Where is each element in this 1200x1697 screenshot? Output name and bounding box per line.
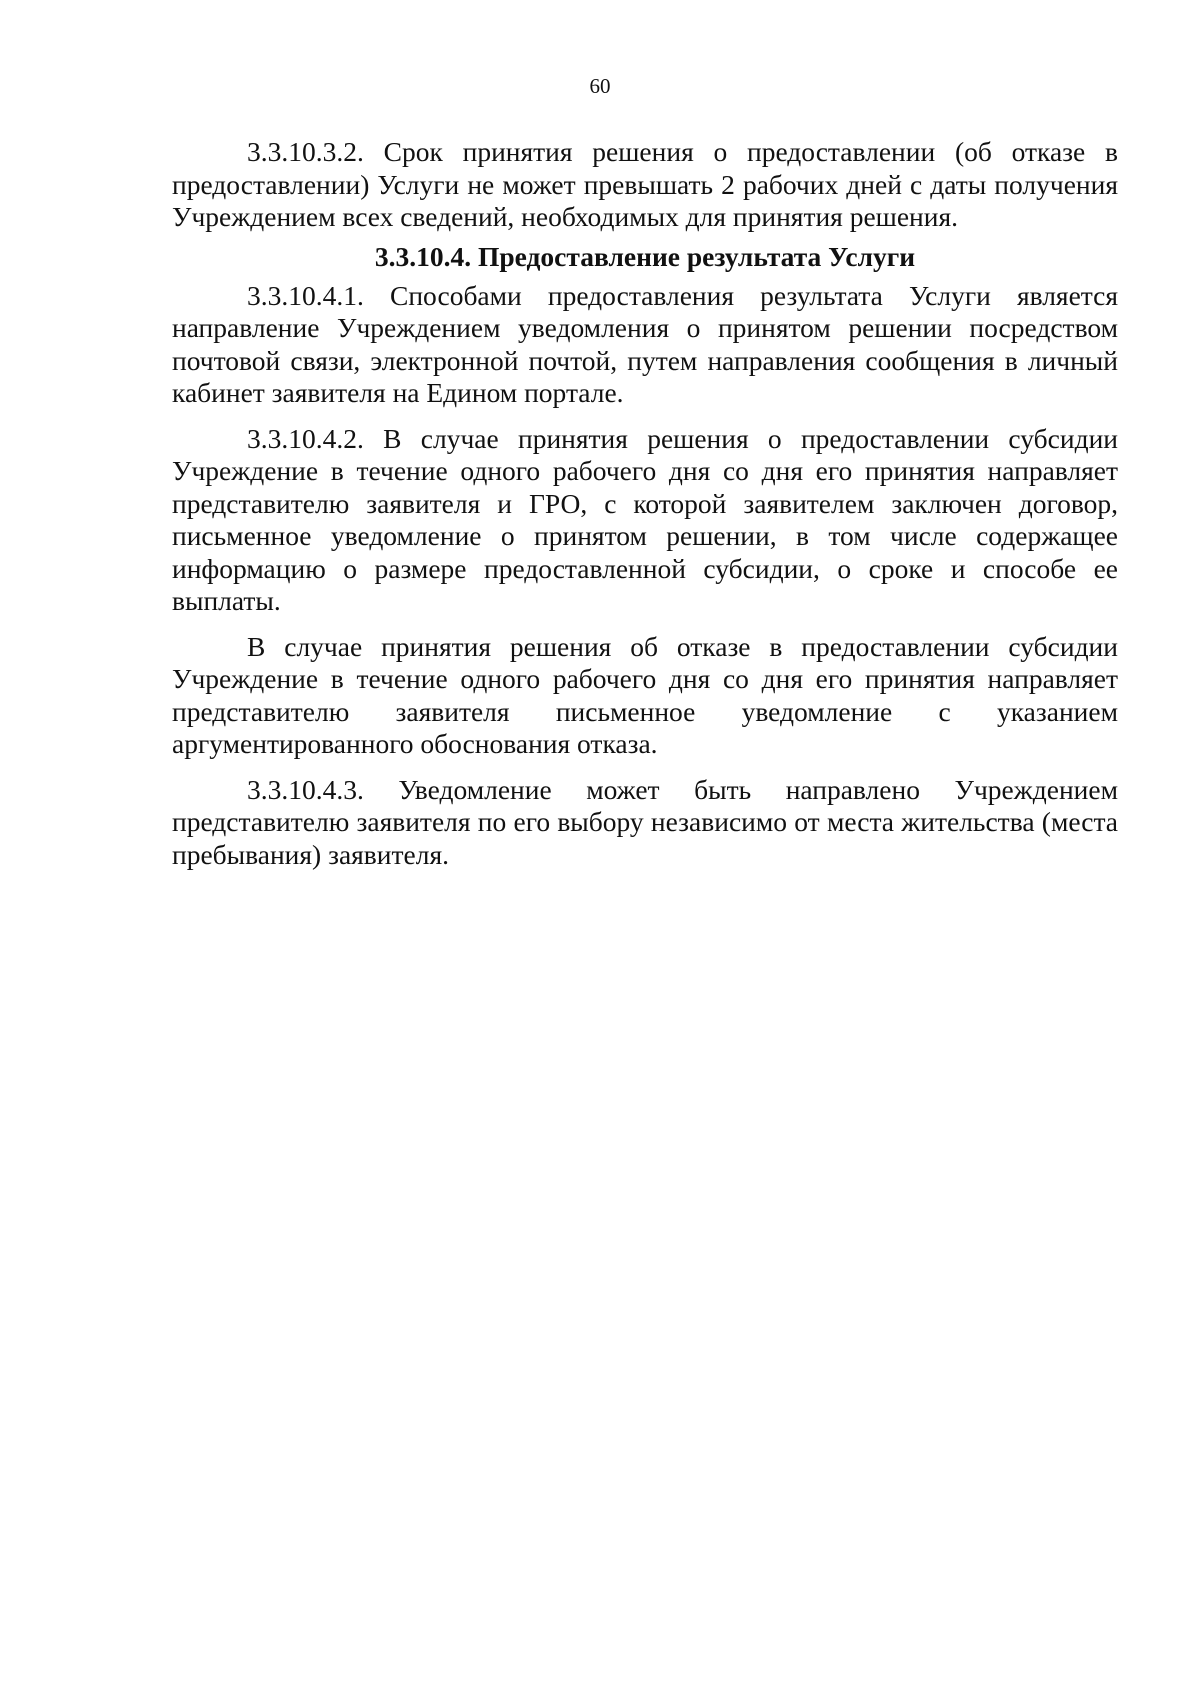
paragraph-3-3-10-4-3: 3.3.10.4.3. Уведомление может быть направлено Учреждением представителю заявителя по его выбору независимо от места жительства (места пребывания) заявителя. [172, 773, 1118, 870]
section-heading: 3.3.10.4. Предоставление результата Услуги [374, 240, 916, 272]
paragraph-3-3-10-3-2: 3.3.10.3.2. Срок принятия решения о предоставлении (об отказе в предоставлении) Услуги не может превышать 2 рабочих дней с даты получения Учреждением всех сведений, необходимых для принятия решения. [172, 136, 1118, 232]
paragraph-3-3-10-4-2: 3.3.10.4.2. В случае принятия решения о предоставлении субсидии Учреждение в течение одного рабочего дня со дня его принятия направляет представителю заявителя и ГРО, с которой заявителем заключен договор, письменное уведомление о принятом решении, в том числе содержащее информацию о размере предоставленной субсидии, о сроке и способе ее выплаты. [172, 422, 1118, 616]
document-body [172, 136, 1118, 871]
paragraph-refusal: В случае принятия решения об отказе в предоставлении субсидии Учреждение в течение одного рабочего дня со дня его принятия направляет представителю заявителя письменное уведомление с указанием аргументированного обоснования отказа. [172, 630, 1118, 759]
paragraph-3-3-10-4-1: 3.3.10.4.1. Способами предоставления результата Услуги является направление Учреждением уведомления о принятом решении посредством почтовой связи, электронной почтой, путем направления сообщения в личный кабинет заявителя на Едином портале. [172, 279, 1118, 408]
page-number: 60 [589, 74, 611, 98]
